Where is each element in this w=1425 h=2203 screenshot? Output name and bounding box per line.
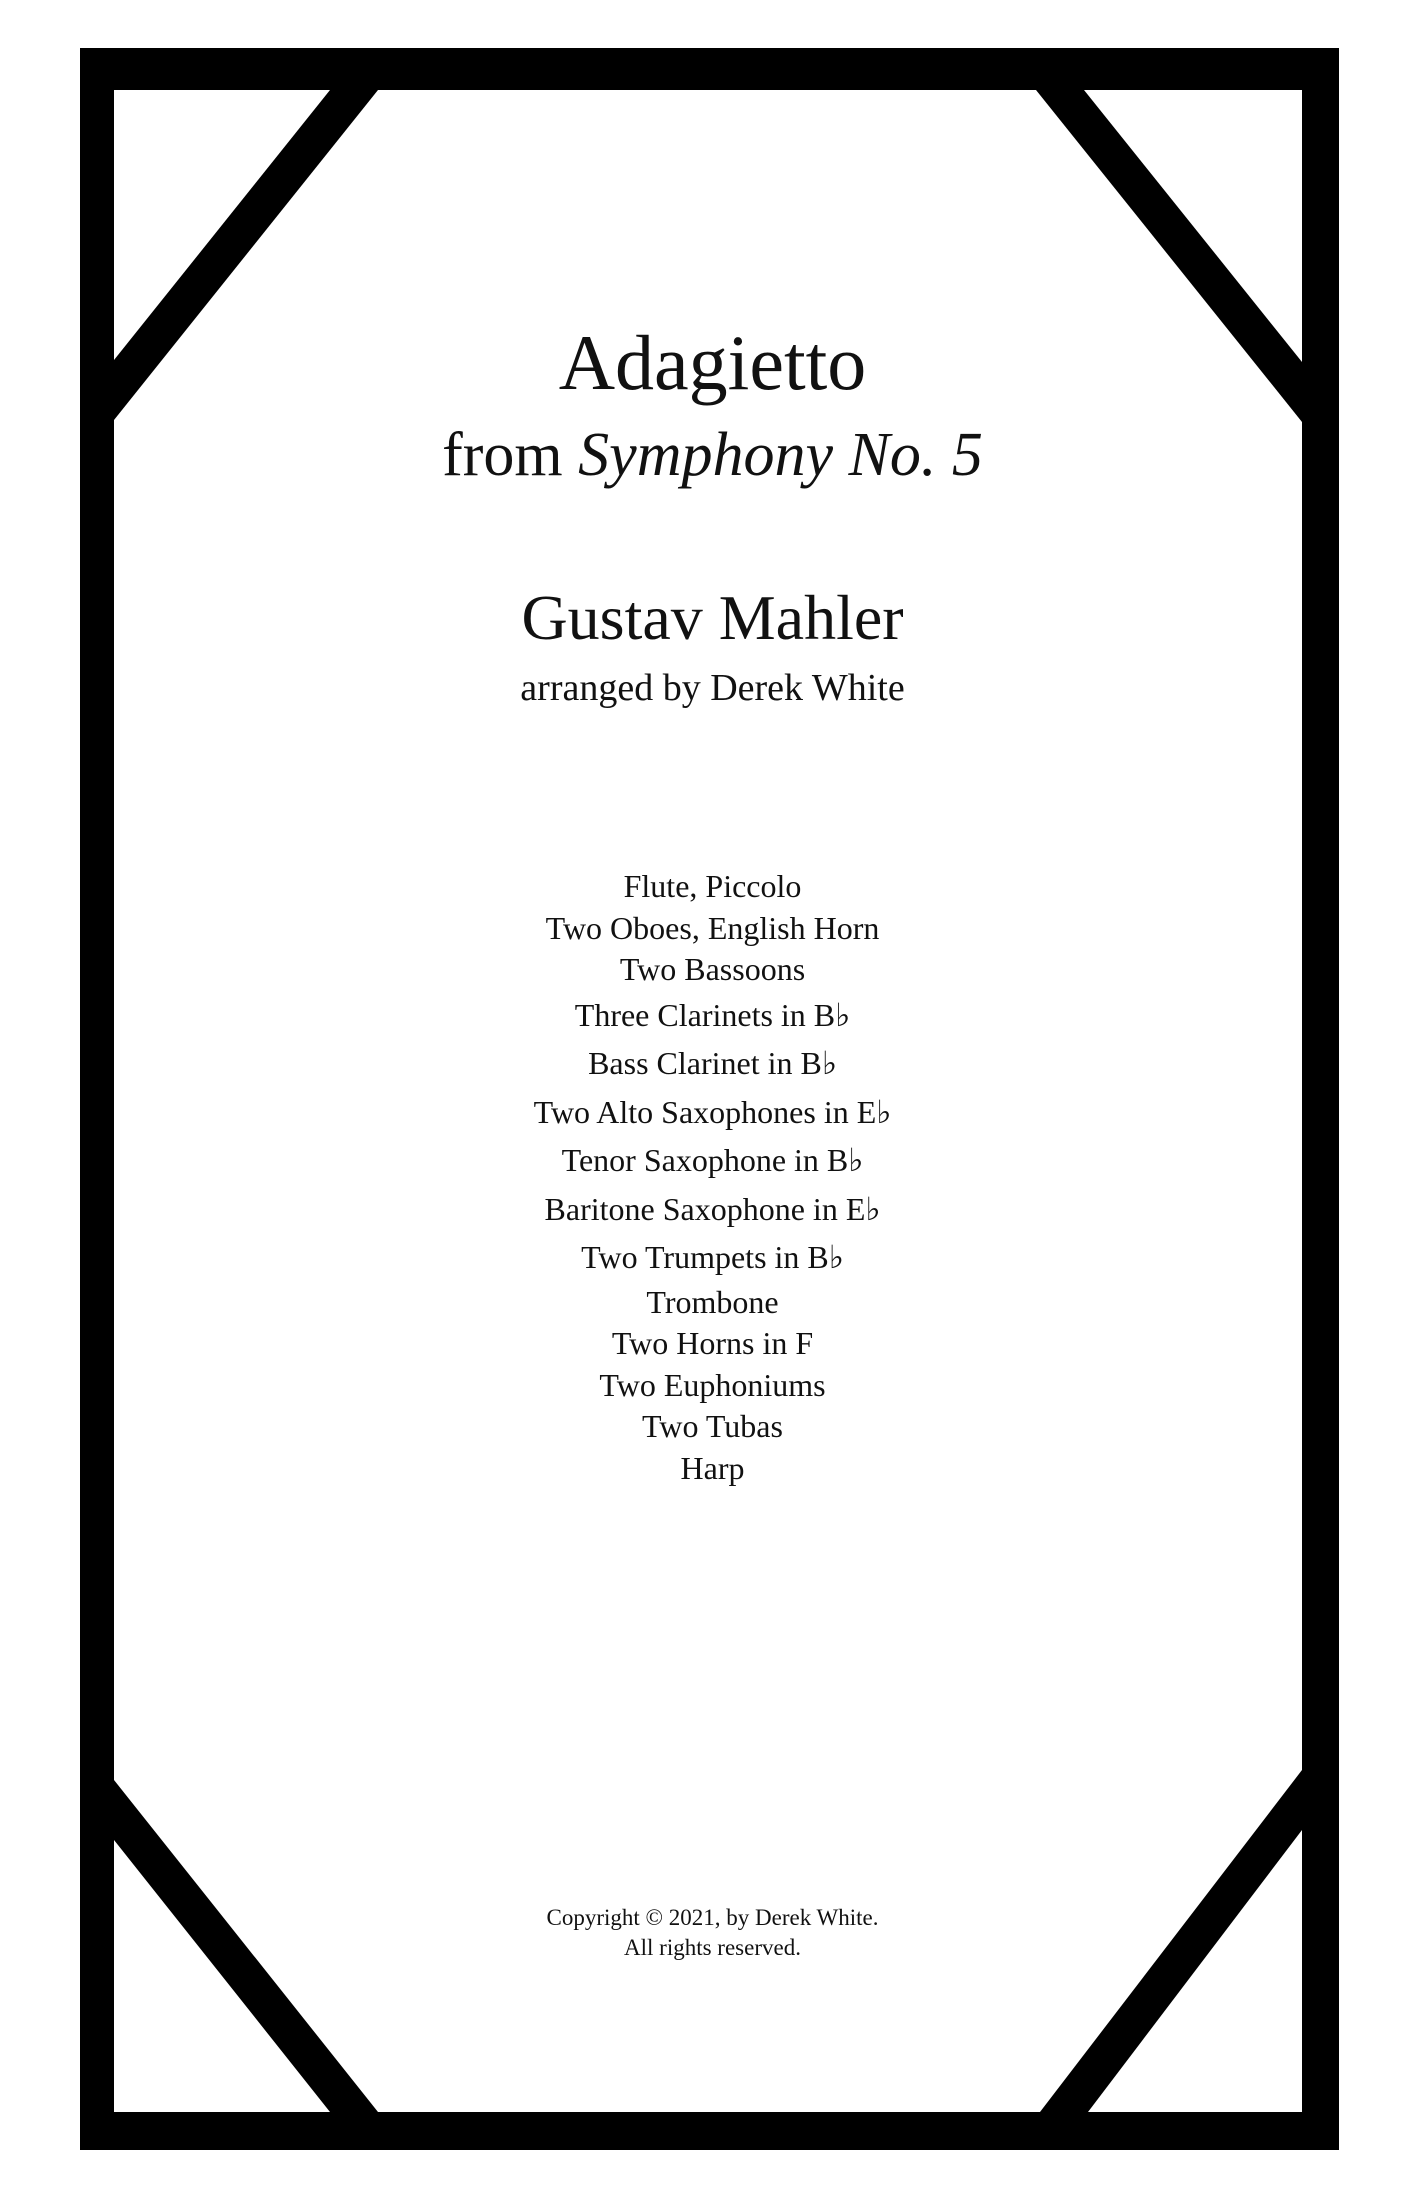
instrument-item: Trombone: [646, 1283, 779, 1320]
instrument-item: Baritone Saxophone in E♭: [544, 1190, 881, 1227]
instrument-item: Bass Clarinet in B♭: [588, 1045, 837, 1081]
copyright-notice: [0, 1903, 1425, 1963]
instrument-item: Two Oboes, English Horn: [545, 909, 880, 946]
instrument-item: Two Horns in F: [611, 1325, 814, 1361]
instrument-item: Two Euphoniums: [599, 1366, 826, 1403]
instrumentation-list: [0, 866, 1425, 1489]
subtitle-work: Symphony No. 5: [578, 421, 983, 489]
instrument-item: Three Clarinets in B♭: [574, 996, 851, 1033]
instrument-item: Two Trumpets in B♭: [581, 1239, 844, 1275]
instrument-item: Two Alto Saxophones in E♭: [533, 1093, 892, 1130]
instrument-item: Tenor Saxophone in B♭: [561, 1142, 864, 1178]
subtitle-prefix: from: [442, 421, 563, 489]
copyright-line: Copyright © 2021, by Derek White.: [546, 1905, 879, 1930]
instrument-item: Two Tubas: [642, 1408, 783, 1444]
instrument-item: Flute, Piccolo: [623, 868, 802, 904]
composer-name: Gustav Mahler: [521, 582, 904, 653]
instrument-item: Two Bassoons: [619, 951, 806, 987]
rights-line: All rights reserved.: [624, 1935, 801, 1960]
page-title: Adagietto: [558, 319, 867, 406]
arranger-credit: arranged by Derek White: [520, 667, 905, 709]
instrument-item: Harp: [680, 1449, 745, 1486]
subtitle: [0, 418, 1425, 492]
